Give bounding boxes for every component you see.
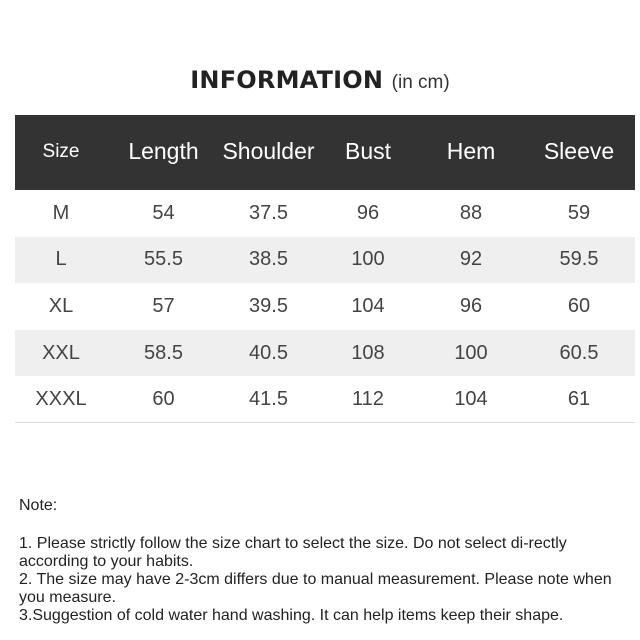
note-item: 2. The size may have 2-3cm differs due to manual measurement. Please note when you measure. [19,571,612,606]
table-header-row [15,115,635,190]
cell-length: 60 [152,387,175,410]
cell-hem: 100 [454,341,488,364]
page-title [0,66,640,94]
note-item: 3.Suggestion of cold water hand washing. It can help items keep their shape. [19,607,564,624]
cell-bust: 100 [351,248,385,271]
cell-shoulder: 41.5 [249,387,288,410]
header-shoulder: Shoulder [222,138,315,164]
cell-shoulder: 37.5 [249,201,288,224]
table-row [15,190,635,237]
cell-shoulder: 40.5 [249,341,288,364]
cell-size: XL [48,294,74,317]
size-table [15,115,635,423]
header-size: Size [42,140,80,162]
header-length: Length [128,138,199,164]
cell-bust: 108 [351,341,385,364]
cell-size: L [55,248,67,271]
cell-length: 57 [152,294,175,317]
note-item: 1. Please strictly follow the size chart to select the size. Do not select di-rectly according to your habits. [19,535,567,570]
cell-bust: 104 [351,294,385,317]
cell-bust: 96 [356,201,380,224]
cell-hem: 104 [454,387,488,410]
table-row [15,283,635,330]
cell-length: 55.5 [144,248,183,271]
table-row [15,376,635,423]
title-unit: (in cm) [391,72,450,93]
header-sleeve: Sleeve [543,138,615,164]
header-bust: Bust [344,138,392,164]
cell-size: XXL [42,341,80,364]
cell-hem: 96 [459,294,483,317]
cell-hem: 88 [459,201,483,224]
cell-sleeve: 61 [567,387,591,410]
cell-hem: 92 [459,248,483,271]
notes-section [19,497,619,625]
cell-sleeve: 59.5 [559,248,599,271]
cell-sleeve: 60.5 [559,341,599,364]
title-main: INFORMATION [190,66,384,94]
cell-length: 58.5 [144,341,183,364]
cell-length: 54 [152,201,175,224]
cell-size: XXXL [35,387,87,410]
cell-bust: 112 [352,387,384,410]
cell-sleeve: 59 [567,201,591,224]
table-row [15,330,635,377]
notes-heading: Note: [19,497,58,514]
cell-size: M [52,201,70,224]
cell-shoulder: 39.5 [249,294,288,317]
cell-shoulder: 38.5 [249,248,288,271]
cell-sleeve: 60 [567,294,591,317]
header-hem: Hem [446,138,496,164]
table-row [15,237,635,284]
